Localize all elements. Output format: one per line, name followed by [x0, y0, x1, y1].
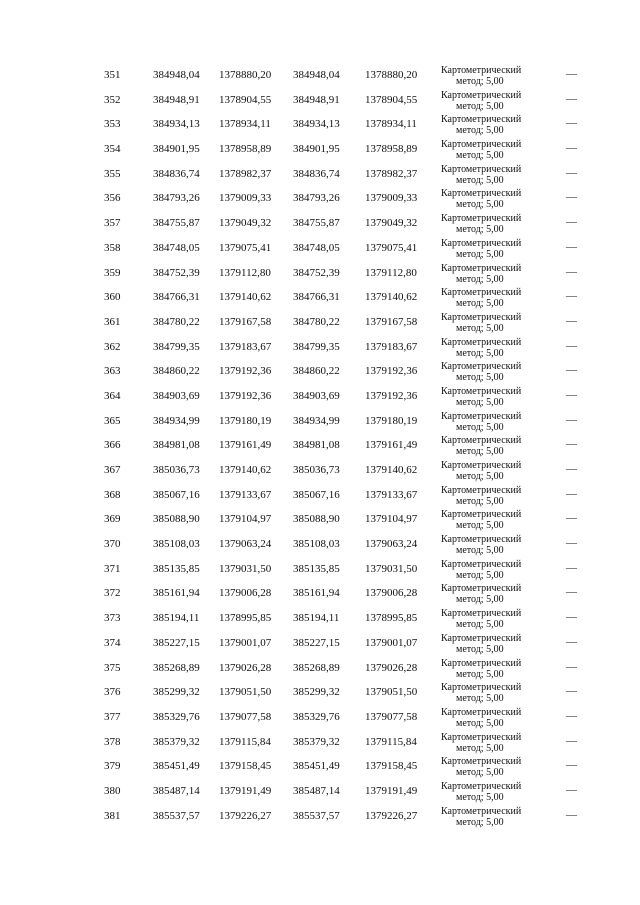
y-coordinate-existing: 1379009,33 [219, 192, 272, 205]
point-number: 363 [104, 365, 121, 378]
table-row [0, 483, 640, 508]
method-label: Картометрический [441, 805, 522, 817]
description-dash: — [566, 512, 577, 525]
x-coordinate-new: 384752,39 [293, 266, 340, 279]
x-coordinate-existing: 384934,13 [153, 118, 200, 131]
table-row [0, 211, 640, 236]
y-coordinate-new: 1379191,49 [365, 784, 418, 797]
table-row [0, 656, 640, 681]
x-coordinate-existing: 384793,26 [153, 192, 200, 205]
method-label: Картометрический [441, 558, 522, 570]
y-coordinate-new: 1379031,50 [365, 562, 418, 575]
y-coordinate-existing: 1379140,62 [219, 464, 272, 476]
method-label: Картометрический [441, 361, 522, 373]
table-row [0, 433, 640, 458]
x-coordinate-new: 385537,57 [293, 809, 340, 822]
description-dash: — [566, 635, 577, 648]
y-coordinate-existing: 1378982,37 [219, 167, 272, 180]
description-dash: — [566, 92, 577, 105]
method-label: Картометрический [441, 460, 522, 471]
point-number: 359 [104, 266, 121, 279]
description-dash: — [566, 537, 577, 550]
point-number: 373 [104, 612, 121, 625]
y-coordinate-new: 1379133,67 [365, 488, 418, 501]
table-row [0, 236, 640, 261]
point-number: 366 [104, 439, 121, 452]
method-label: Картометрический [441, 583, 522, 595]
description-dash: — [566, 660, 577, 673]
point-number: 355 [104, 167, 121, 180]
description-dash: — [566, 240, 577, 253]
point-number: 368 [104, 488, 121, 501]
x-coordinate-new: 384860,22 [293, 365, 340, 378]
method-label: Картометрический [441, 114, 522, 126]
y-coordinate-existing: 1379167,58 [219, 315, 272, 328]
table-row [0, 162, 640, 187]
table-row [0, 310, 640, 335]
y-coordinate-existing: 1379192,36 [219, 365, 272, 378]
table-row [0, 88, 640, 113]
x-coordinate-existing: 385161,94 [153, 587, 200, 600]
y-coordinate-new: 1379180,19 [365, 414, 418, 427]
point-number: 381 [104, 809, 121, 822]
method-accuracy: метод; 5,00 [456, 520, 504, 532]
y-coordinate-new: 1379183,67 [365, 340, 418, 353]
y-coordinate-new: 1379167,58 [365, 315, 418, 328]
description-dash: — [566, 783, 577, 796]
x-coordinate-new: 385451,49 [293, 760, 340, 773]
method-label: Картометрический [441, 262, 522, 274]
method-label: Картометрический [441, 139, 522, 151]
y-coordinate-existing: 1379140,62 [219, 291, 272, 304]
x-coordinate-existing: 385067,16 [153, 488, 200, 501]
table-row [0, 335, 640, 360]
x-coordinate-existing: 384981,08 [153, 439, 200, 452]
method-accuracy: метод; 5,00 [456, 372, 504, 384]
y-coordinate-new: 1379104,97 [365, 513, 418, 526]
y-coordinate-new: 1378904,55 [365, 93, 418, 106]
point-number: 365 [104, 414, 121, 427]
table-row [0, 532, 640, 557]
x-coordinate-new: 384836,74 [293, 167, 340, 180]
method-label: Картометрический [441, 780, 522, 792]
method-accuracy: метод; 5,00 [456, 643, 504, 655]
y-coordinate-existing: 1378904,55 [219, 93, 272, 106]
point-number: 360 [104, 291, 121, 304]
y-coordinate-new: 1379112,80 [365, 266, 417, 279]
x-coordinate-existing: 385379,32 [153, 735, 200, 748]
description-dash: — [566, 265, 577, 278]
table-row [0, 112, 640, 137]
x-coordinate-existing: 385451,49 [153, 760, 200, 773]
y-coordinate-new: 1379140,62 [365, 291, 418, 304]
y-coordinate-new: 1379075,41 [365, 241, 418, 254]
description-dash: — [566, 438, 577, 451]
x-coordinate-new: 385487,14 [293, 784, 340, 797]
description-dash: — [566, 759, 577, 772]
method-label: Картометрический [441, 608, 522, 620]
x-coordinate-new: 384748,05 [293, 241, 340, 254]
y-coordinate-existing: 1379077,58 [219, 710, 272, 723]
method-label: Картометрический [441, 237, 522, 249]
description-dash: — [566, 388, 577, 401]
y-coordinate-existing: 1379180,19 [219, 414, 272, 427]
x-coordinate-new: 384903,69 [293, 389, 340, 402]
x-coordinate-new: 385329,76 [293, 710, 340, 723]
method-accuracy: метод; 5,00 [456, 767, 504, 779]
x-coordinate-existing: 385487,14 [153, 784, 200, 797]
x-coordinate-existing: 384903,69 [153, 389, 200, 402]
x-coordinate-existing: 384748,05 [153, 241, 200, 254]
x-coordinate-new: 385227,15 [293, 636, 340, 649]
method-accuracy: метод; 5,00 [456, 816, 504, 828]
method-accuracy: метод; 5,00 [456, 273, 504, 285]
method-label: Картометрический [441, 706, 522, 718]
point-number: 353 [104, 118, 121, 131]
method-accuracy: метод; 5,00 [456, 298, 504, 310]
description-dash: — [566, 339, 577, 352]
description-dash: — [566, 191, 577, 204]
y-coordinate-existing: 1379104,97 [219, 513, 272, 526]
method-accuracy: метод; 5,00 [456, 248, 504, 260]
y-coordinate-existing: 1378995,85 [219, 612, 272, 625]
method-accuracy: метод; 5,00 [456, 791, 504, 803]
y-coordinate-existing: 1379161,49 [219, 439, 272, 452]
point-number: 374 [104, 636, 121, 649]
table-row [0, 359, 640, 384]
y-coordinate-new: 1378995,85 [365, 612, 418, 625]
x-coordinate-new: 385135,85 [293, 562, 340, 575]
description-dash: — [566, 364, 577, 377]
description-dash: — [566, 142, 577, 155]
method-label: Картометрический [441, 484, 522, 496]
description-dash: — [566, 216, 577, 229]
description-dash: — [566, 290, 577, 303]
y-coordinate-existing: 1379031,50 [219, 562, 272, 575]
x-coordinate-existing: 385194,11 [153, 612, 200, 625]
point-number: 369 [104, 513, 121, 526]
table-row [0, 631, 640, 656]
description-dash: — [566, 413, 577, 426]
x-coordinate-existing: 385036,73 [153, 464, 200, 476]
y-coordinate-existing: 1378880,20 [219, 69, 272, 81]
description-dash: — [566, 487, 577, 500]
x-coordinate-existing: 385268,89 [153, 661, 200, 674]
description-dash: — [566, 68, 577, 80]
table-row [0, 754, 640, 779]
x-coordinate-new: 385379,32 [293, 735, 340, 748]
method-label: Картометрический [441, 435, 522, 447]
method-accuracy: метод; 5,00 [456, 76, 504, 87]
table-row [0, 680, 640, 705]
method-label: Картометрический [441, 410, 522, 422]
y-coordinate-new: 1378958,89 [365, 143, 418, 156]
x-coordinate-existing: 385537,57 [153, 809, 200, 822]
method-label: Картометрический [441, 534, 522, 546]
x-coordinate-new: 384981,08 [293, 439, 340, 452]
point-number: 354 [104, 143, 121, 156]
y-coordinate-existing: 1379133,67 [219, 488, 272, 501]
method-accuracy: метод; 5,00 [456, 446, 504, 458]
y-coordinate-new: 1379049,32 [365, 217, 418, 230]
table-row [0, 409, 640, 434]
x-coordinate-new: 384799,35 [293, 340, 340, 353]
x-coordinate-existing: 385088,90 [153, 513, 200, 526]
method-label: Картометрический [441, 509, 522, 521]
method-accuracy: метод; 5,00 [456, 471, 504, 482]
point-number: 378 [104, 735, 121, 748]
point-number: 376 [104, 686, 121, 699]
table-row [0, 63, 640, 88]
table-row [0, 261, 640, 286]
method-label: Картометрический [441, 336, 522, 348]
method-label: Картометрический [441, 385, 522, 397]
table-row [0, 458, 640, 483]
y-coordinate-existing: 1379075,41 [219, 241, 272, 254]
x-coordinate-existing: 384948,91 [153, 93, 200, 106]
method-label: Картометрический [441, 213, 522, 225]
y-coordinate-new: 1379077,58 [365, 710, 418, 723]
description-dash: — [566, 117, 577, 130]
x-coordinate-new: 385036,73 [293, 464, 340, 476]
method-label: Картометрический [441, 89, 522, 101]
y-coordinate-existing: 1379049,32 [219, 217, 272, 230]
description-dash: — [566, 463, 577, 475]
y-coordinate-existing: 1379158,45 [219, 760, 272, 773]
y-coordinate-new: 1379026,28 [365, 661, 418, 674]
x-coordinate-existing: 384860,22 [153, 365, 200, 378]
x-coordinate-new: 384948,04 [293, 69, 340, 81]
y-coordinate-existing: 1379192,36 [219, 389, 272, 402]
point-number: 358 [104, 241, 121, 254]
method-accuracy: метод; 5,00 [456, 594, 504, 606]
point-number: 379 [104, 760, 121, 773]
table-row [0, 137, 640, 162]
y-coordinate-new: 1379006,28 [365, 587, 418, 600]
y-coordinate-existing: 1379112,80 [219, 266, 271, 279]
x-coordinate-new: 384793,26 [293, 192, 340, 205]
x-coordinate-existing: 384836,74 [153, 167, 200, 180]
table-row [0, 779, 640, 804]
point-number: 364 [104, 389, 121, 402]
table-row [0, 705, 640, 730]
point-number: 370 [104, 538, 121, 551]
point-number: 352 [104, 93, 121, 106]
y-coordinate-new: 1379001,07 [365, 636, 418, 649]
table-row [0, 507, 640, 532]
method-label: Картометрический [441, 188, 522, 200]
x-coordinate-new: 385161,94 [293, 587, 340, 600]
table-row [0, 384, 640, 409]
y-coordinate-existing: 1378934,11 [219, 118, 271, 131]
point-number: 362 [104, 340, 121, 353]
method-accuracy: метод; 5,00 [456, 717, 504, 729]
y-coordinate-new: 1379115,84 [365, 735, 417, 748]
table-row [0, 804, 640, 829]
x-coordinate-new: 384780,22 [293, 315, 340, 328]
x-coordinate-new: 385299,32 [293, 686, 340, 699]
description-dash: — [566, 314, 577, 327]
method-accuracy: метод; 5,00 [456, 693, 504, 705]
method-label: Картометрический [441, 682, 522, 694]
point-number: 372 [104, 587, 121, 600]
table-row [0, 581, 640, 606]
method-accuracy: метод; 5,00 [456, 742, 504, 754]
y-coordinate-new: 1379226,27 [365, 809, 418, 822]
x-coordinate-new: 385067,16 [293, 488, 340, 501]
point-number: 357 [104, 217, 121, 230]
y-coordinate-new: 1379009,33 [365, 192, 418, 205]
x-coordinate-existing: 385108,03 [153, 538, 200, 551]
y-coordinate-new: 1379192,36 [365, 389, 418, 402]
y-coordinate-existing: 1379183,67 [219, 340, 272, 353]
x-coordinate-existing: 384901,95 [153, 143, 200, 156]
method-accuracy: метод; 5,00 [456, 569, 504, 581]
point-number: 356 [104, 192, 121, 205]
y-coordinate-new: 1379051,50 [365, 686, 418, 699]
x-coordinate-existing: 384948,04 [153, 69, 200, 81]
method-accuracy: метод; 5,00 [456, 322, 504, 334]
x-coordinate-new: 384755,87 [293, 217, 340, 230]
table-row [0, 557, 640, 582]
method-accuracy: метод; 5,00 [456, 224, 504, 236]
point-number: 351 [104, 69, 121, 81]
method-accuracy: метод; 5,00 [456, 150, 504, 162]
method-accuracy: метод; 5,00 [456, 125, 504, 137]
y-coordinate-existing: 1379115,84 [219, 735, 271, 748]
method-accuracy: метод; 5,00 [456, 545, 504, 557]
x-coordinate-new: 385088,90 [293, 513, 340, 526]
y-coordinate-existing: 1379006,28 [219, 587, 272, 600]
description-dash: — [566, 808, 577, 821]
point-number: 367 [104, 464, 121, 476]
y-coordinate-new: 1378880,20 [365, 69, 418, 81]
method-label: Картометрический [441, 163, 522, 175]
method-label: Картометрический [441, 311, 522, 323]
description-dash: — [566, 734, 577, 747]
method-label: Картометрический [441, 287, 522, 299]
method-label: Картометрический [441, 756, 522, 768]
y-coordinate-new: 1379063,24 [365, 538, 418, 551]
point-number: 377 [104, 710, 121, 723]
method-accuracy: метод; 5,00 [456, 174, 504, 186]
x-coordinate-new: 384934,13 [293, 118, 340, 131]
x-coordinate-existing: 384780,22 [153, 315, 200, 328]
table-row [0, 186, 640, 211]
y-coordinate-existing: 1379191,49 [219, 784, 272, 797]
x-coordinate-new: 385268,89 [293, 661, 340, 674]
table-row [0, 285, 640, 310]
method-label: Картометрический [441, 632, 522, 644]
description-dash: — [566, 166, 577, 179]
x-coordinate-existing: 384934,99 [153, 414, 200, 427]
y-coordinate-new: 1378934,11 [365, 118, 417, 131]
y-coordinate-new: 1379140,62 [365, 464, 418, 476]
method-accuracy: метод; 5,00 [456, 396, 504, 408]
method-accuracy: метод; 5,00 [456, 199, 504, 211]
description-dash: — [566, 561, 577, 574]
y-coordinate-existing: 1378958,89 [219, 143, 272, 156]
x-coordinate-new: 384901,95 [293, 143, 340, 156]
x-coordinate-new: 385194,11 [293, 612, 340, 625]
y-coordinate-existing: 1379026,28 [219, 661, 272, 674]
y-coordinate-new: 1378982,37 [365, 167, 418, 180]
point-number: 380 [104, 784, 121, 797]
x-coordinate-existing: 385299,32 [153, 686, 200, 699]
method-label: Картометрический [441, 657, 522, 669]
x-coordinate-new: 385108,03 [293, 538, 340, 551]
x-coordinate-existing: 384752,39 [153, 266, 200, 279]
table-row [0, 606, 640, 631]
method-label: Картометрический [441, 65, 522, 76]
method-accuracy: метод; 5,00 [456, 421, 504, 433]
x-coordinate-existing: 384766,31 [153, 291, 200, 304]
y-coordinate-new: 1379192,36 [365, 365, 418, 378]
y-coordinate-existing: 1379063,24 [219, 538, 272, 551]
description-dash: — [566, 685, 577, 698]
y-coordinate-new: 1379158,45 [365, 760, 418, 773]
x-coordinate-new: 384766,31 [293, 291, 340, 304]
x-coordinate-existing: 385227,15 [153, 636, 200, 649]
method-label: Картометрический [441, 731, 522, 743]
table-row [0, 730, 640, 755]
point-number: 361 [104, 315, 121, 328]
description-dash: — [566, 611, 577, 624]
description-dash: — [566, 709, 577, 722]
method-accuracy: метод; 5,00 [456, 495, 504, 507]
x-coordinate-existing: 385329,76 [153, 710, 200, 723]
x-coordinate-new: 384934,99 [293, 414, 340, 427]
y-coordinate-new: 1379161,49 [365, 439, 418, 452]
y-coordinate-existing: 1379051,50 [219, 686, 272, 699]
y-coordinate-existing: 1379001,07 [219, 636, 272, 649]
x-coordinate-new: 384948,91 [293, 93, 340, 106]
method-accuracy: метод; 5,00 [456, 668, 504, 680]
coordinates-table [0, 63, 640, 828]
y-coordinate-existing: 1379226,27 [219, 809, 272, 822]
x-coordinate-existing: 384799,35 [153, 340, 200, 353]
method-accuracy: метод; 5,00 [456, 100, 504, 112]
point-number: 375 [104, 661, 121, 674]
description-dash: — [566, 586, 577, 599]
method-accuracy: метод; 5,00 [456, 619, 504, 631]
x-coordinate-existing: 384755,87 [153, 217, 200, 230]
point-number: 371 [104, 562, 121, 575]
x-coordinate-existing: 385135,85 [153, 562, 200, 575]
method-accuracy: метод; 5,00 [456, 347, 504, 359]
